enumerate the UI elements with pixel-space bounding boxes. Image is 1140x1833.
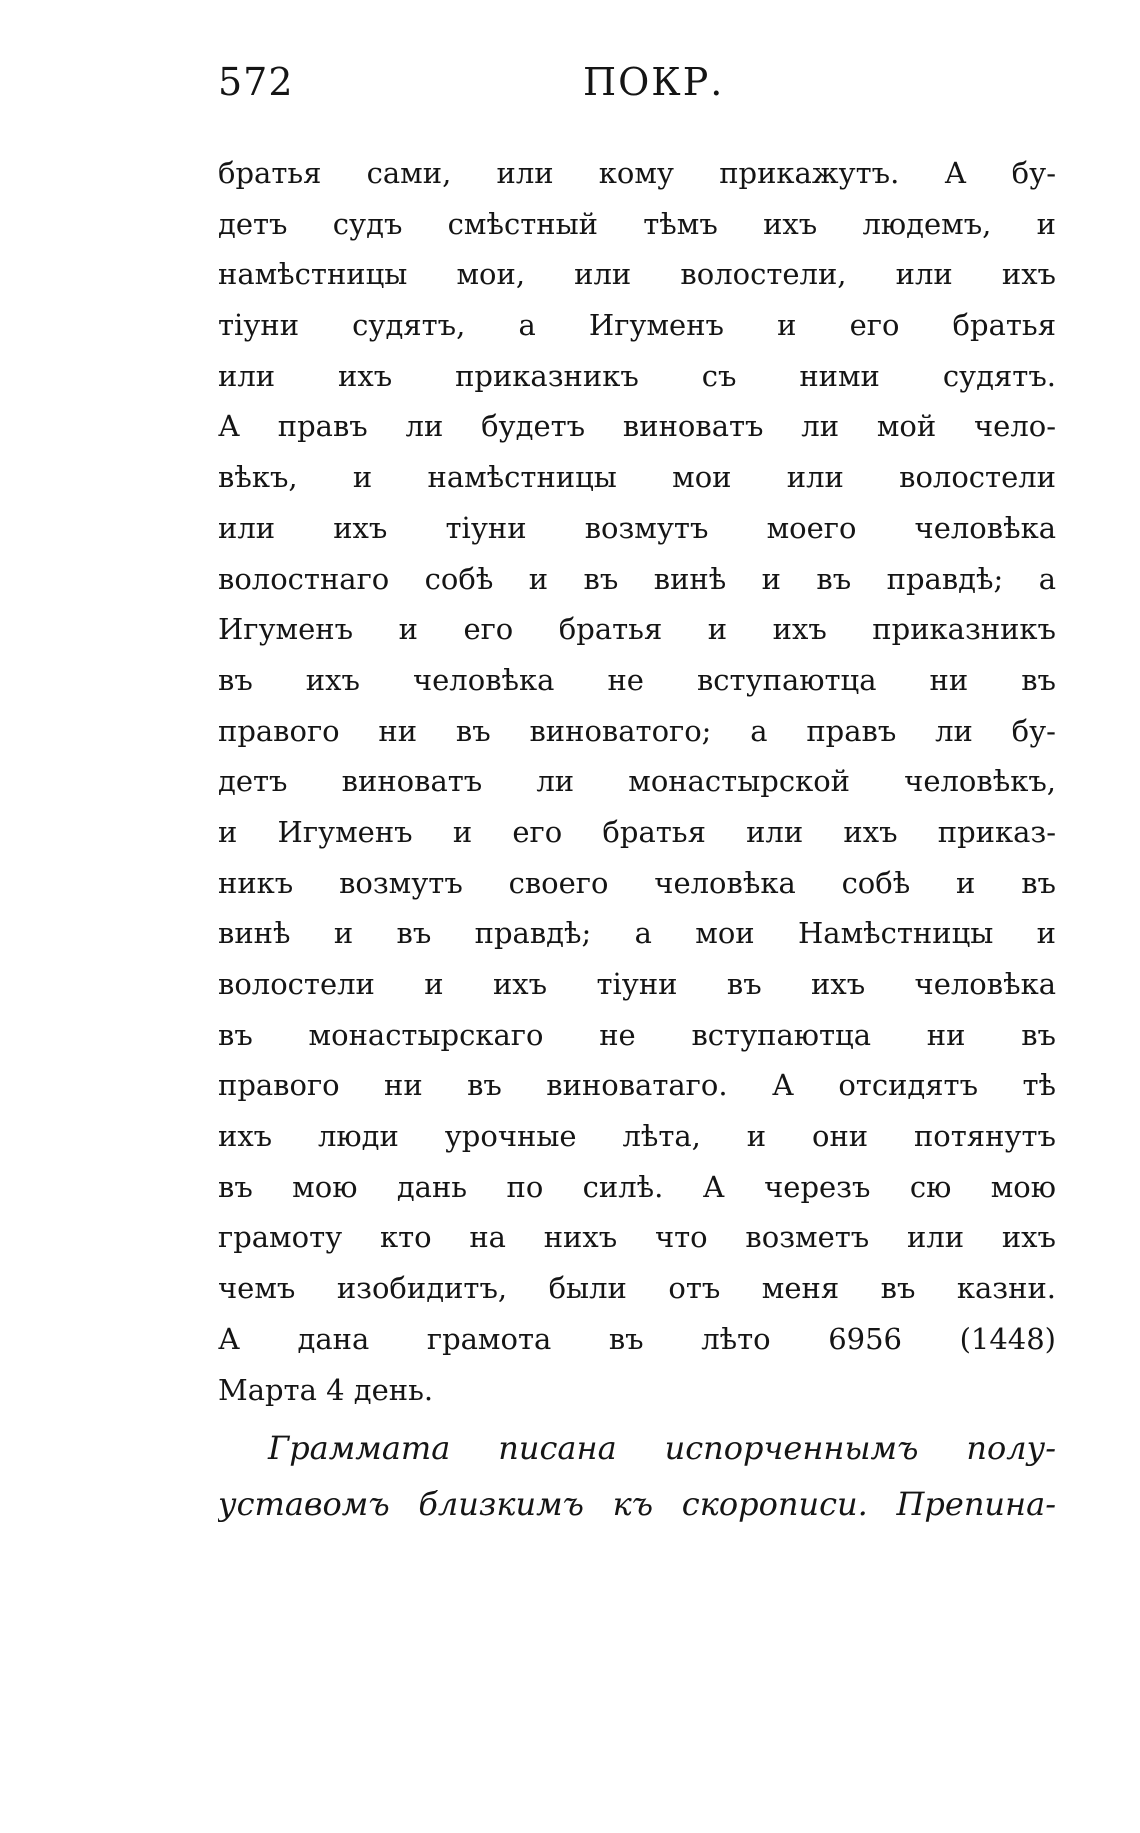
text-line: тіуни судятъ, а Игуменъ и его братья [218, 308, 1056, 343]
text-line: или ихъ приказникъ съ ними судятъ. [218, 358, 1056, 393]
text-line: намѣстницы мои, или волостели, или ихъ [218, 257, 1056, 292]
text-line: въ монастырскаго не вступаютца ни въ [218, 1017, 1056, 1052]
text-line: А правъ ли будетъ виноватъ ли мой чело- [218, 409, 1056, 444]
text-line: А дана грамота въ лѣто 6956 (1448) [218, 1321, 1056, 1356]
text-line: въ ихъ человѣка не вступаютца ни въ [218, 662, 1056, 697]
text-line: детъ виноватъ ли монастырской человѣкъ, [218, 764, 1056, 799]
editorial-note [218, 1420, 1056, 1532]
text-line: чемъ изобидитъ, были отъ меня въ казни. [218, 1271, 1056, 1306]
text-line: братья сами, или кому прикажутъ. А бу- [218, 156, 1056, 190]
text-line: правого ни въ виноватого; а правъ ли бу- [218, 713, 1056, 748]
text-line: вѣкъ, и намѣстницы мои или волостели [218, 460, 1056, 495]
text-line: детъ судъ смѣстный тѣмъ ихъ людемъ, и [218, 206, 1056, 241]
page-header [218, 52, 1056, 112]
text-line: въ мою дань по силѣ. А черезъ сю мою [218, 1169, 1056, 1204]
note-line: уставомъ близкимъ къ скорописи. Препина- [218, 1485, 1056, 1523]
text-line: и Игуменъ и его братья или ихъ приказ- [218, 814, 1056, 849]
text-line: волостели и ихъ тіуни въ ихъ человѣка [218, 967, 1056, 1001]
page-number: 572 [218, 60, 294, 104]
text-line: ихъ люди урочные лѣта, и они потянутъ [218, 1119, 1056, 1154]
text-line: винѣ и въ правдѣ; а мои Намѣстницы и [218, 916, 1056, 951]
text-line: Марта 4 день. [218, 1372, 434, 1407]
text-line: волостнаго собѣ и въ винѣ и въ правдѣ; а [218, 561, 1056, 596]
running-head: ПОКР. [583, 60, 725, 104]
text-line: правого ни въ виноватаго. А отсидятъ тѣ [218, 1068, 1056, 1103]
note-line: Граммата писана испорченнымъ полу- [268, 1429, 1056, 1467]
text-line: Игуменъ и его братья и ихъ приказникъ [218, 612, 1056, 647]
text-line: грамоту кто на нихъ что возметъ или ихъ [218, 1220, 1056, 1255]
main-text [218, 148, 1056, 1415]
text-line: никъ возмутъ своего человѣка собѣ и въ [218, 865, 1056, 900]
text-line: или ихъ тіуни возмутъ моего человѣка [218, 510, 1056, 545]
